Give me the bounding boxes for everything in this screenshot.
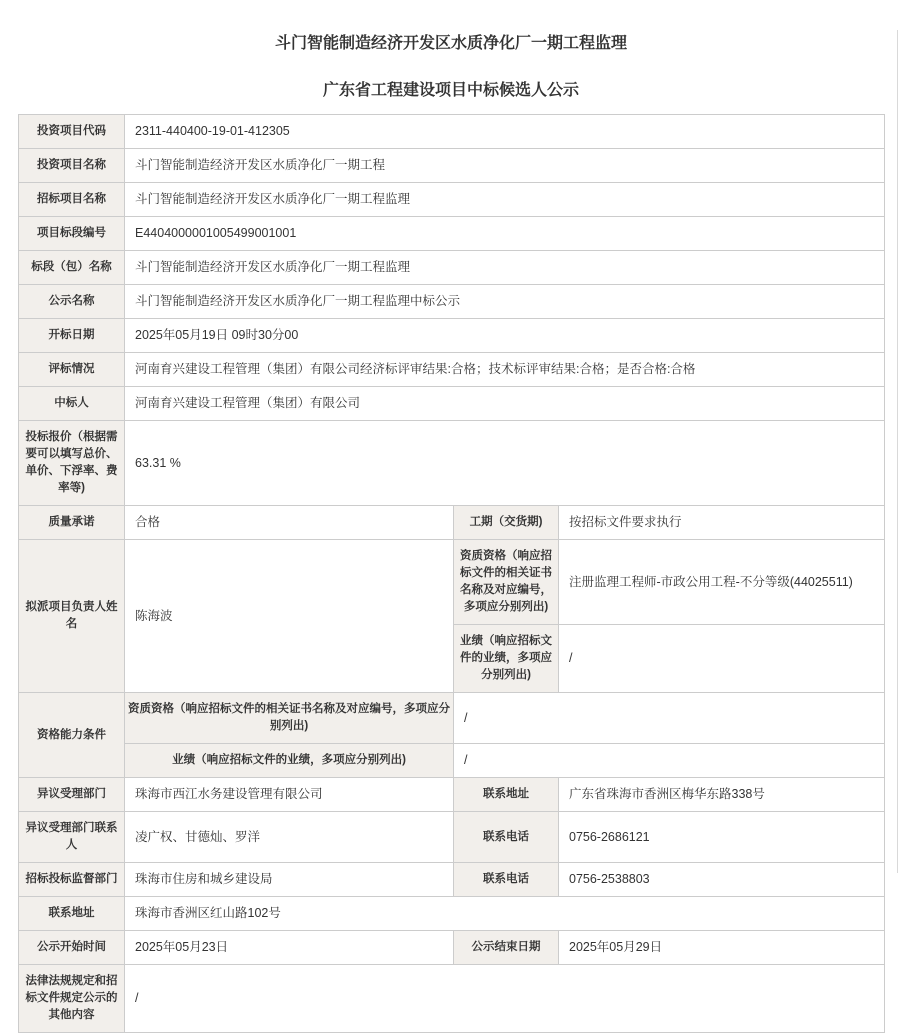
announcement-name-label: 公示名称 [19, 285, 125, 319]
tender-project-name-label: 招标项目名称 [19, 183, 125, 217]
table-row [19, 540, 885, 625]
table-row [19, 506, 885, 540]
table-row [19, 421, 885, 506]
table-row [19, 931, 885, 965]
proposed-manager-label: 拟派项目负责人姓名 [19, 540, 125, 693]
publicity-end-value: 2025年05月29日 [559, 931, 885, 965]
investment-code-label: 投资项目代码 [19, 115, 125, 149]
manager-performance-value: / [559, 625, 885, 693]
qc-qualification-value: / [454, 693, 885, 744]
manager-qualification-label: 资质资格（响应招标文件的相关证书名称及对应编号，多项应分别列出) [454, 540, 559, 625]
supervision-phone-label: 联系电话 [454, 863, 559, 897]
page-header [0, 30, 902, 100]
section-name-value: 斗门智能制造经济开发区水质净化厂一期工程监理 [125, 251, 885, 285]
publicity-start-value: 2025年05月23日 [125, 931, 454, 965]
quality-promise-label: 质量承诺 [19, 506, 125, 540]
table-row [19, 387, 885, 421]
supervision-phone-value: 0756-2538803 [559, 863, 885, 897]
bid-opening-date-label: 开标日期 [19, 319, 125, 353]
table-row [19, 183, 885, 217]
objection-addr-value: 广东省珠海市香洲区梅华东路338号 [559, 778, 885, 812]
supervision-dept-value: 珠海市住房和城乡建设局 [125, 863, 454, 897]
objection-dept-label: 异议受理部门 [19, 778, 125, 812]
table-row [19, 217, 885, 251]
table-row [19, 285, 885, 319]
objection-phone-value: 0756-2686121 [559, 812, 885, 863]
qc-performance-label: 业绩（响应招标文件的业绩，多项应分别列出) [125, 744, 454, 778]
evaluation-label: 评标情况 [19, 353, 125, 387]
objection-contact-value: 凌广权、甘德灿、罗洋 [125, 812, 454, 863]
table-row [19, 115, 885, 149]
page-right-edge-line [897, 30, 898, 873]
table-row [19, 353, 885, 387]
winner-value: 河南育兴建设工程管理（集团）有限公司 [125, 387, 885, 421]
table-row [19, 744, 885, 778]
publicity-start-label: 公示开始时间 [19, 931, 125, 965]
table-row [19, 778, 885, 812]
objection-contact-label: 异议受理部门联系人 [19, 812, 125, 863]
objection-dept-value: 珠海市西江水务建设管理有限公司 [125, 778, 454, 812]
table-row [19, 897, 885, 931]
other-content-label: 法律法规规定和招标文件规定公示的其他内容 [19, 965, 125, 1033]
manager-qualification-value: 注册监理工程师-市政公用工程-不分等级(44025511) [559, 540, 885, 625]
contact-addr-label: 联系地址 [19, 897, 125, 931]
qc-qualification-label: 资质资格（响应招标文件的相关证书名称及对应编号，多项应分别列出) [125, 693, 454, 744]
bid-price-label: 投标报价（根据需要可以填写总价、单价、下浮率、费率等) [19, 421, 125, 506]
table-row [19, 319, 885, 353]
qc-performance-value: / [454, 744, 885, 778]
other-content-value: / [125, 965, 885, 1033]
objection-phone-label: 联系电话 [454, 812, 559, 863]
page-title: 斗门智能制造经济开发区水质净化厂一期工程监理 [274, 35, 627, 52]
bid-price-value: 63.31 % [125, 421, 885, 506]
contact-addr-value: 珠海市香洲区红山路102号 [125, 897, 885, 931]
manager-performance-label: 业绩（响应招标文件的业绩，多项应分别列出) [454, 625, 559, 693]
announcement-name-value: 斗门智能制造经济开发区水质净化厂一期工程监理中标公示 [125, 285, 885, 319]
publicity-end-label: 公示结束日期 [454, 931, 559, 965]
section-no-value: E4404000001005499001001 [125, 217, 885, 251]
table-row [19, 863, 885, 897]
investment-name-label: 投资项目名称 [19, 149, 125, 183]
investment-name-value: 斗门智能制造经济开发区水质净化厂一期工程 [125, 149, 885, 183]
page-subtitle: 广东省工程建设项目中标候选人公示 [322, 82, 579, 99]
table-row [19, 693, 885, 744]
table-row [19, 251, 885, 285]
winner-label: 中标人 [19, 387, 125, 421]
table-row [19, 812, 885, 863]
qualification-conditions-label: 资格能力条件 [19, 693, 125, 778]
supervision-dept-label: 招标投标监督部门 [19, 863, 125, 897]
announcement-table [18, 114, 885, 1033]
investment-code-value: 2311-440400-19-01-412305 [125, 115, 885, 149]
table-row [19, 149, 885, 183]
duration-label: 工期（交货期) [454, 506, 559, 540]
table-row [19, 965, 885, 1033]
bid-opening-date-value: 2025年05月19日 09时30分00 [125, 319, 885, 353]
section-no-label: 项目标段编号 [19, 217, 125, 251]
duration-value: 按招标文件要求执行 [559, 506, 885, 540]
proposed-manager-value: 陈海波 [125, 540, 454, 693]
tender-project-name-value: 斗门智能制造经济开发区水质净化厂一期工程监理 [125, 183, 885, 217]
evaluation-value: 河南育兴建设工程管理（集团）有限公司经济标评审结果:合格；技术标评审结果:合格；是否合格:合格 [125, 353, 885, 387]
section-name-label: 标段（包）名称 [19, 251, 125, 285]
objection-addr-label: 联系地址 [454, 778, 559, 812]
quality-promise-value: 合格 [125, 506, 454, 540]
